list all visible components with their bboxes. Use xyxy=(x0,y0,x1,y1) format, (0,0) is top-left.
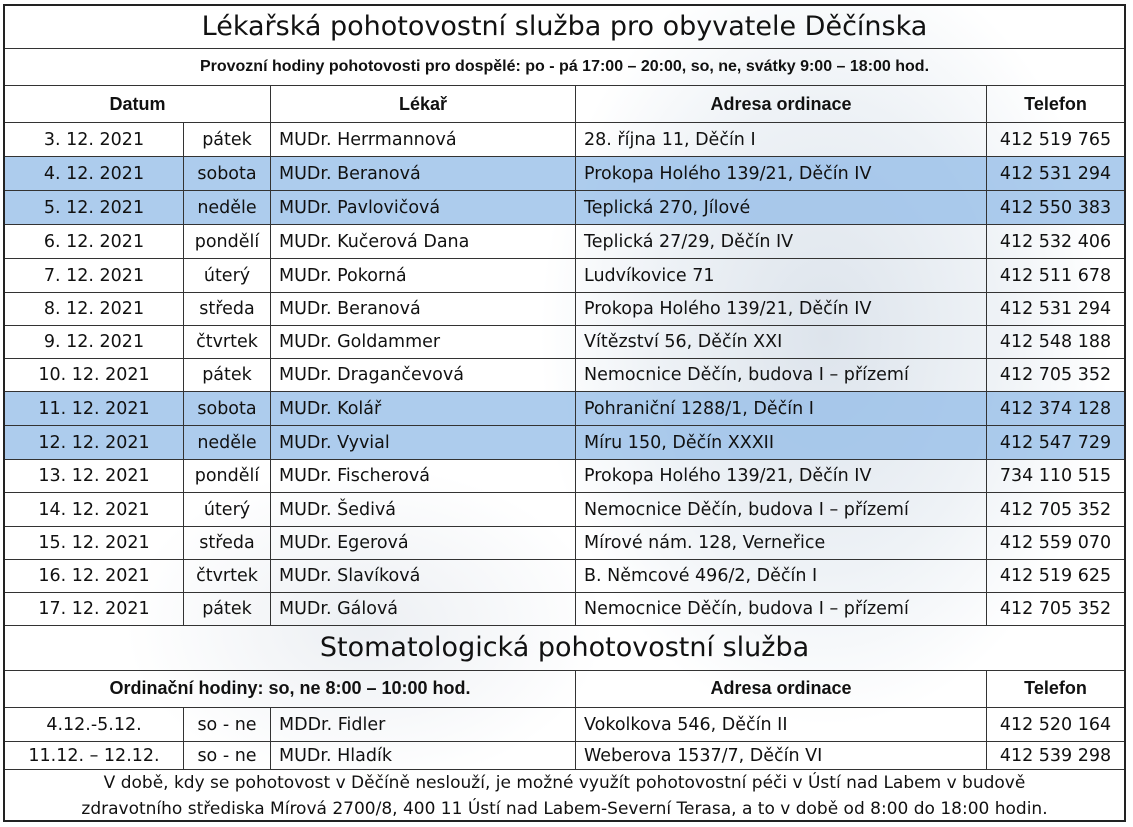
table-row xyxy=(5,259,1124,293)
table-row xyxy=(5,426,1124,460)
row-address: Pohraniční 1288/1, Děčín I xyxy=(575,392,986,425)
row-doctor: MUDr. Kučerová Dana xyxy=(270,225,575,258)
header-date: Datum xyxy=(109,93,166,114)
row-doctor: MUDr. Goldammer xyxy=(270,326,575,358)
row-date: 7. 12. 2021 xyxy=(43,265,145,286)
row-day: neděle xyxy=(183,191,270,224)
row-day: pondělí xyxy=(183,460,270,492)
row-day: úterý xyxy=(183,259,270,292)
row-day: pátek xyxy=(183,123,270,156)
row-doctor: MUDr. Beranová xyxy=(270,293,575,325)
row-address: Teplická 270, Jílové xyxy=(575,191,986,224)
dental-row xyxy=(5,708,1124,742)
header-doctor: Lékař xyxy=(270,86,575,122)
row-doctor: MUDr. Herrmannová xyxy=(270,123,575,156)
row-doctor: MUDr. Vyvial xyxy=(270,426,575,459)
row-date: 11. 12. 2021 xyxy=(38,398,150,419)
row-day: neděle xyxy=(183,426,270,459)
row-phone: 412 519 765 xyxy=(986,123,1124,156)
row-date: 14. 12. 2021 xyxy=(38,499,150,520)
dental-days: so - ne xyxy=(183,742,270,769)
row-address: Ludvíkovice 71 xyxy=(575,259,986,292)
row-date: 17. 12. 2021 xyxy=(38,599,150,619)
row-address: Mírové nám. 128, Verneřice xyxy=(575,527,986,559)
table-row xyxy=(5,326,1124,359)
table-row xyxy=(5,527,1124,560)
footer-note xyxy=(5,770,1124,822)
table-row xyxy=(5,157,1124,191)
table-row xyxy=(5,225,1124,259)
table-header xyxy=(5,86,1124,123)
table-row xyxy=(5,493,1124,527)
dental-row xyxy=(5,742,1124,770)
row-day: čtvrtek xyxy=(183,560,270,592)
row-phone: 412 705 352 xyxy=(986,359,1124,391)
table-row xyxy=(5,293,1124,326)
dental-address: Weberova 1537/7, Děčín VI xyxy=(575,742,986,769)
table-row xyxy=(5,560,1124,593)
schedule-sheet xyxy=(3,4,1126,822)
row-doctor: MUDr. Kolář xyxy=(270,392,575,425)
row-address: Prokopa Holého 139/21, Děčín IV xyxy=(575,293,986,325)
row-phone: 412 519 625 xyxy=(986,560,1124,592)
hours-note-row xyxy=(5,48,1124,86)
row-date: 12. 12. 2021 xyxy=(38,432,150,453)
row-phone: 412 531 294 xyxy=(986,157,1124,190)
row-date: 5. 12. 2021 xyxy=(43,197,145,218)
row-date: 8. 12. 2021 xyxy=(43,299,145,319)
row-date: 3. 12. 2021 xyxy=(43,129,145,150)
row-phone: 412 531 294 xyxy=(986,293,1124,325)
row-address: Prokopa Holého 139/21, Děčín IV xyxy=(575,157,986,190)
dental-date: 4.12.-5.12. xyxy=(46,714,142,735)
dental-title: Stomatologická pohotovostní služba xyxy=(5,626,1124,671)
row-date: 13. 12. 2021 xyxy=(38,466,150,486)
row-address: Nemocnice Děčín, budova I – přízemí xyxy=(575,359,986,391)
table-row xyxy=(5,359,1124,392)
row-doctor: MUDr. Gálová xyxy=(270,593,575,625)
row-doctor: MUDr. Fischerová xyxy=(270,460,575,492)
row-phone: 412 550 383 xyxy=(986,191,1124,224)
row-day: pátek xyxy=(183,593,270,625)
row-day: sobota xyxy=(183,392,270,425)
row-address: Nemocnice Děčín, budova I – přízemí xyxy=(575,493,986,526)
row-day: úterý xyxy=(183,493,270,526)
dental-phone: 412 539 298 xyxy=(986,742,1124,769)
row-phone: 734 110 515 xyxy=(986,460,1124,492)
dental-doctor: MDDr. Fidler xyxy=(270,708,575,741)
row-phone: 412 547 729 xyxy=(986,426,1124,459)
row-doctor: MUDr. Beranová xyxy=(270,157,575,190)
row-day: čtvrtek xyxy=(183,326,270,358)
row-day: sobota xyxy=(183,157,270,190)
row-date: 10. 12. 2021 xyxy=(38,365,150,385)
row-address: Nemocnice Děčín, budova I – přízemí xyxy=(575,593,986,625)
table-row xyxy=(5,460,1124,493)
row-phone: 412 374 128 xyxy=(986,392,1124,425)
dental-address: Vokolkova 546, Děčín II xyxy=(575,708,986,741)
row-address: Vítězství 56, Děčín XXI xyxy=(575,326,986,358)
row-phone: 412 559 070 xyxy=(986,527,1124,559)
page-title: Lékařská pohotovostní služba pro obyvatele Děčínska xyxy=(5,6,1124,49)
row-phone: 412 705 352 xyxy=(986,493,1124,526)
dental-date: 11.12. – 12.12. xyxy=(28,745,160,766)
row-day: středa xyxy=(183,527,270,559)
row-phone: 412 548 188 xyxy=(986,326,1124,358)
row-day: pátek xyxy=(183,359,270,391)
row-phone: 412 705 352 xyxy=(986,593,1124,625)
dental-header xyxy=(5,670,1124,708)
hours-note: Provozní hodiny pohotovosti pro dospělé: po - pá 17:00 – 20:00, so, ne, svátky 9:00 – 18:00 hod. xyxy=(199,57,930,75)
dental-address-header: Adresa ordinace xyxy=(575,670,986,707)
row-address: 28. října 11, Děčín I xyxy=(575,123,986,156)
row-date: 9. 12. 2021 xyxy=(43,332,145,352)
dental-phone: 412 520 164 xyxy=(986,708,1124,741)
row-phone: 412 511 678 xyxy=(986,259,1124,292)
row-date: 15. 12. 2021 xyxy=(38,533,150,553)
header-address: Adresa ordinace xyxy=(575,86,986,122)
row-doctor: MUDr. Pokorná xyxy=(270,259,575,292)
row-address: Prokopa Holého 139/21, Děčín IV xyxy=(575,460,986,492)
row-date: 6. 12. 2021 xyxy=(43,231,145,252)
dental-days: so - ne xyxy=(183,708,270,741)
header-phone: Telefon xyxy=(986,86,1124,122)
dental-hours-header: Ordinační hodiny: so, ne 8:00 – 10:00 hod. xyxy=(109,678,471,698)
row-doctor: MUDr. Egerová xyxy=(270,527,575,559)
dental-doctor: MUDr. Hladík xyxy=(270,742,575,769)
table-row xyxy=(5,593,1124,626)
row-day: středa xyxy=(183,293,270,325)
row-date: 16. 12. 2021 xyxy=(38,566,150,586)
table-row xyxy=(5,191,1124,225)
row-date: 4. 12. 2021 xyxy=(43,163,145,184)
row-doctor: MUDr. Šedivá xyxy=(270,493,575,526)
footer-line-1: V době, kdy se pohotovost v Děčíně neslouží, je možné využít pohotovostní péči v Ústí nad Labem v budově xyxy=(103,773,1026,793)
row-doctor: MUDr. Pavlovičová xyxy=(270,191,575,224)
row-day: pondělí xyxy=(183,225,270,258)
table-row xyxy=(5,392,1124,426)
row-address: B. Němcové 496/2, Děčín I xyxy=(575,560,986,592)
row-address: Míru 150, Děčín XXXII xyxy=(575,426,986,459)
table-row xyxy=(5,123,1124,157)
row-phone: 412 532 406 xyxy=(986,225,1124,258)
dental-phone-header: Telefon xyxy=(986,670,1124,707)
row-doctor: MUDr. Slavíková xyxy=(270,560,575,592)
row-address: Teplická 27/29, Děčín IV xyxy=(575,225,986,258)
footer-line-2: zdravotního střediska Mírová 2700/8, 400 11 Ústí nad Labem-Severní Terasa, a to v době od 8:00 do 18:00 hodin. xyxy=(81,799,1048,819)
row-doctor: MUDr. Dragančevová xyxy=(270,359,575,391)
